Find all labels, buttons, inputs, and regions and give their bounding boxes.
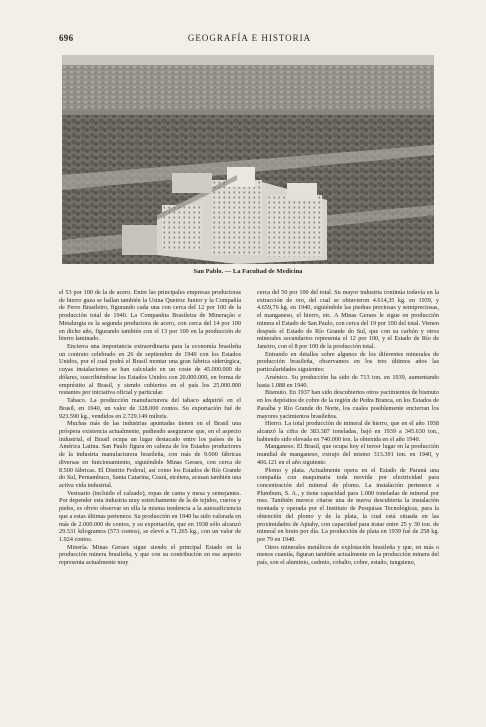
paragraph: Arsénico. Su producción ha sido de 713 ton. en 1939, aumentando hasta 1.088 en 1940. bbox=[257, 373, 439, 389]
paragraph: Vestuario (incluido el calzado), ropas de cama y mesa y semejantes. Por depender esta industria muy estrechamente de la de tejidos, cueros y pieles, es obvio observar en ella la misma tendencia a la autosuficiencia que a estas últimas pertenece. Su producción en 1940 ha sido valorada en más de 2.000.000 de contos, y su exportación, que en 1938 sólo alcanzó 29.531 kilogramos (573 contos), se elevó a 71.265 kg., con un valor de 1.924 contos. bbox=[59, 489, 241, 543]
paragraph: Entrando en detalles sobre algunos de los diferentes minerales de producción brasileña, observamos en los tres últimos años las particularidades siguientes: bbox=[257, 350, 439, 374]
paragraph: Manganeso. El Brasil, que ocupa hoy el tercer lugar en la producción mundial de manganeso, extrajo del mismo 313.391 ton. en 1940, y 466.121 en el año siguiente. bbox=[257, 443, 439, 466]
paragraph: Plomo y plata. Actualmente opera en el Estado de Paraná una compañía con maquinaria toda movida por electricidad para concentración del mineral de plomo. La instalación pertenece a Plumbum, S. A., y tiene capacidad para 1.000 toneladas de mineral por mes. También merece citarse una de nueva descubierta la instalación montada y operada por el Instituto de Pesquisas Tecnológicas, para la obtención del plomo y de la plata, la cual está situada en las proximidades de Apiahy, con capacidad para tratar entre 25 y 30 ton. de mineral en bruto por día. La producción de plata en 1939 fué de 258 kg. por 79 en 1940. bbox=[257, 466, 439, 543]
running-title: GEOGRAFÍA E HISTORIA bbox=[187, 33, 312, 43]
paragraph: Encierra una importancia extraordinaria para la economía brasileña un contrato celebrado en 26 de septiembre de 1940 con los Estados Unidos, por el cual podrá el Brasil montar una gran fábrica siderúrgica, cuyas instalaciones se han calculado en un coste de 45.000.000 de dólares, suscribiéndose los Estados Unidos con 20.000.000, en forma de empréstito al Brasil, y siendo cubiertos en el país los 25.000.000 restantes por iniciativa oficial y particular. bbox=[59, 343, 241, 397]
paragraph: Minería. Minas Geraes sigue siendo el principal Estado en la producción minera brasileña, y que con su contribución en ese aspecto representa actualmente muy bbox=[59, 543, 241, 567]
left-column bbox=[59, 289, 241, 717]
paragraph: Bismuto. En 1937 han sido descubiertos otros yacimientos de bismuto en los depósitos de cobre de la región de Pedra Branca, en los Estados de Paraíba y Río Grande do Norte, los cuales posiblemente encierran los mayores yacimientos brasileños. bbox=[257, 389, 439, 420]
paragraph: Muchas más de las industrias apuntadas tienen en el Brasil una próspera existencia actualmente, pudiendo asegurarse que, en el aspecto industrial, el Brasil ocupa un lugar destacado entre los países de la América Latina. San Paulo figura en cabeza de los Estados productores de la industria manufacturera brasileña, con más de 9.000 fábricas diversas en funcionamiento, siguiéndole Minas Geraes, con cerca de 8.500 fábricas. El Distrito Federal, así como los Estados de Río Grande do Sul, Pernambuco, Santa Catarina, Ceará, etcétera, acusan también una activa vida industrial. bbox=[59, 420, 241, 489]
paragraph: el 53 por 100 de la de acero. Entre las principales empresas productoras de hierro guza se hallan también la Usina Queiroz Junior y la Compañía de Ferro Brasileiro, figurando cada una con cerca del 12 por 100 de la producción total de 1940. La Companhia Brasileira de Mineração e Metalurgia es la segunda productora de acero, con cerca del 14 por 100 en dicho año, figurando también con el 13 por 100 en la producción de hierro laminado. bbox=[59, 289, 241, 343]
paragraph: cerca del 50 por 100 del total. Su mayor industria continúa todavía en la extracción de oro, del cual se obtuvieron 4.614,35 kg. en 1939, y 4.659,76 kg. en 1940, siguiéndole las piedras preciosas y semipreciosas, el manganeso, el hierro, etc. A Minas Geraes le sigue en producción minera el Estado de San Paulo, con cerca del 19 por 100 del total. Vienen después el Estado de Río Grande do Sul, que con su carbón y otros minerales secundarios representa el 12 por 100, y el Estado de Río de Janeiro, con el 8 por 100 de la producción total. bbox=[257, 289, 439, 351]
photo-caption: San Pablo. — La Facultad de Medicina bbox=[193, 268, 303, 275]
page-number: 696 bbox=[59, 33, 74, 43]
paragraph: Otros minerales metálicos de explotación brasileña y que, en más o menos cuantía, figuran también actualmente en la producción minera del país, son el aluminio, cadmio, cobalto, cobre, estaño, tungsteno, bbox=[257, 543, 439, 567]
page-header bbox=[59, 33, 440, 47]
body-text bbox=[59, 289, 439, 717]
right-column bbox=[257, 289, 439, 717]
aerial-photo bbox=[62, 55, 434, 264]
paragraph: Tabaco. La producción manufacturera del tabaco adquirió en el Brasil, en 1940, un valor de 328.000 contos. Su exportación fué de 923.590 kg., vendidos en 2.729.149 milreis. bbox=[59, 397, 241, 420]
paragraph: Hierro. La total producción de mineral de hierro, que en el año 1938 alcanzó la cifra de 383.387 toneladas, bajó en 1939 a 345.630 ton., habiendo sido elevada en 740.000 ton. la obtenida en el año 1940. bbox=[257, 420, 439, 443]
